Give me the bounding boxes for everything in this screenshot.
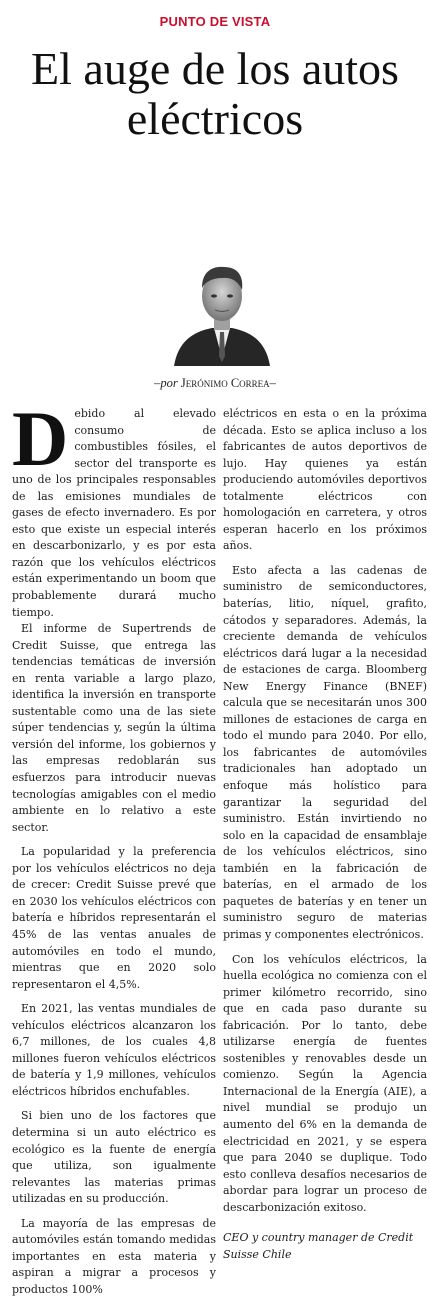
- drop-cap: D: [12, 395, 69, 482]
- article-paragraph: La mayoría de las empresas de automóviles están tomando medidas importantes en esta materia y aspiran a migrar a procesos y productos 100%: [12, 1216, 216, 1296]
- article-paragraph: Con los vehículos eléctricos, la huella ecológica no comienza con el primer kilómetro recorrido, sino que en cada paso durante su fabricación. Por lo tanto, debe utilizarse energía de fuentes sostenibles y renovables desde un comienzo. Según la Agencia Internacional de la Energía (AIE), a nivel mundial se produjo un aumento del 6% en la demanda de electricidad en 2021, y se espera que para 2040 se duplique. Todo esto conlleva desafíos necesarios de abordar para lograr un proceso de descarbonización exitoso.: [223, 952, 427, 1214]
- article-column-left: [12, 395, 216, 1298]
- section-kicker: PUNTO DE VISTA: [159, 14, 271, 29]
- article-paragraph: Esto afecta a las cadenas de suministro de semiconductores, baterías, litio, níquel, grafito, cátodos y separadores. Además, la creciente demanda de vehículos eléctricos dará lugar a la necesidad de estaciones de carga. Bloomberg New Energy Finance (BNEF) calcula que se necesitarán unos 300 millones de estaciones de carga en todo el mundo para 2040. Por ello, los fabricantes de automóviles tradicionales han adoptado un enfoque más holístico para garantizar la seguridad del suministro. Están invirtiendo no solo en la capacidad de ensamblaje de los vehículos eléctricos, sino también en la fabricación de baterías, en el armado de los paquetes de baterías y en tener un suministro seguro de materias primas y componentes electrónicos.: [223, 563, 427, 941]
- byline: [0, 376, 430, 391]
- article-paragraph: La popularidad y la preferencia por los vehículos eléctricos no deja de crecer: Credit Suisse prevé que en 2030 los vehículos eléctricos con batería e híbridos representarán el 45% de las ventas anuales de automóviles en todo el mundo, mientras que en 2020 solo representaron el 4,5%.: [12, 845, 216, 991]
- article-paragraph: En 2021, las ventas mundiales de vehículos eléctricos alcanzaron los 6,7 millones, de los cuales 4,8 millones fueron vehículos eléctricos de batería y 1,9 millones, vehículos eléctricos híbridos enchufables.: [12, 1002, 216, 1098]
- article-paragraph: Si bien uno de los factores que determina si un auto eléctrico es ecológico es la fuente de energía que utiliza, son igualmente relevantes las materias primas utilizadas en su producción.: [12, 1109, 216, 1206]
- article-paragraph: El informe de Supertrends de Credit Suisse, que entrega las tendencias temáticas de inversión en renta variable a largo plazo, identifica la inversión en transporte sustentable como una de las siete súper tendencias y, según la última versión del informe, los gobiernos y las empresas redoblarán sus esfuerzos para introducir nuevas tecnologías amigables con el medio ambiente en lo relativo a este sector.: [12, 622, 216, 834]
- article-column-right: [223, 406, 427, 1263]
- headline: El auge de los autos eléctricos: [31, 43, 399, 144]
- article-paragraph: eléctricos en esta o en la próxima década. Esto se aplica incluso a los fabricantes de autos deportivos de lujo. Hay quienes ya están produciendo automóviles deportivos totalmente eléctricos con homologación en carretera, y otros esperan hacerlo en los próximos años.: [223, 407, 427, 553]
- byline-prefix: –por: [154, 376, 178, 390]
- byline-suffix: –: [269, 376, 276, 390]
- byline-author: Jerónimo Correa: [180, 376, 270, 390]
- author-signature: CEO y country manager de Credit Suisse Chile: [223, 1231, 414, 1261]
- article-paragraph: Debido al elevado consumo de combustibles fósiles, el sector del transporte es uno de los principales responsables de las emisiones mundiales de gases de efecto invernadero. Es por esto que existe un especial interés en descarbonizarlo, y es por esta razón que los vehículos eléctricos están experimentando un boom que probablemente durará mucho tiempo.: [12, 395, 216, 619]
- author-portrait: [172, 258, 272, 366]
